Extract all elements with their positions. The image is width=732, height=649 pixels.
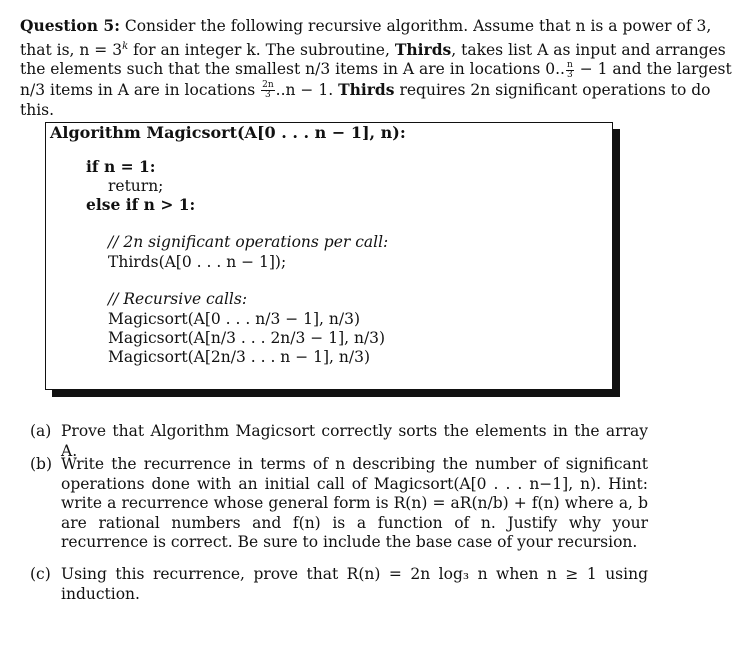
intro-text-1: Consider the following recursive algorithm. Assume that n is a power of 3, xyxy=(124,17,712,35)
frac-den-2: 3 xyxy=(265,90,271,101)
else-line: else if n > 1: xyxy=(86,195,196,214)
frac-num: n xyxy=(566,59,573,70)
intro-text-2a: that is, n = 3 xyxy=(20,40,123,59)
intro-line-2 xyxy=(20,37,726,61)
fraction-n-over-3 xyxy=(566,61,574,80)
intro-line-3 xyxy=(20,59,732,80)
thirds-bold-1: Thirds xyxy=(394,39,452,59)
intro-sup-k: k xyxy=(122,40,129,52)
recursive-call-3: Magicsort(A[2n/3 . . . n − 1], n/3) xyxy=(108,348,371,366)
comment-operations: // 2n significant operations per call: xyxy=(108,233,389,251)
intro-text-3b: − 1 and the largest xyxy=(579,60,732,79)
if-line: if n = 1: xyxy=(86,157,156,176)
intro-line-4 xyxy=(20,79,711,101)
frac-den: 3 xyxy=(567,69,573,80)
algorithm-box xyxy=(45,122,613,390)
intro-line-1 xyxy=(20,16,712,37)
intro-text-3a: the elements such that the smallest n/3 items in A are in locations 0.. xyxy=(20,60,565,79)
recursive-call-1: Magicsort(A[0 . . . n/3 − 1], n/3) xyxy=(108,310,361,328)
return-line: return; xyxy=(108,177,164,195)
frac-num-2: 2n xyxy=(262,80,274,91)
question-intro xyxy=(20,16,732,120)
comment-recursive: // Recursive calls: xyxy=(108,290,248,308)
intro-text-2b: for an integer k. The subroutine, xyxy=(133,40,390,59)
intro-text-2c: , takes list A as input and arranges xyxy=(451,40,726,59)
thirds-bold-2: Thirds xyxy=(338,79,395,99)
part-a-label: (a) xyxy=(30,422,52,440)
intro-text-4a: n/3 items in A are in locations xyxy=(20,80,256,99)
part-c-text: Using this recurrence, prove that R(n) = 2n log₃ n when n ≥ 1 using induction. xyxy=(61,565,648,603)
part-b xyxy=(30,455,648,553)
intro-line-5: this. xyxy=(20,100,55,119)
part-b-label: (b) xyxy=(30,455,53,473)
part-a-text: Prove that Algorithm Magicsort correctly sorts the elements in the array A. xyxy=(61,422,648,460)
question-label: Question 5: xyxy=(20,16,120,35)
part-b-text: Write the recurrence in terms of n describing the number of significant operations done with an initial call of Magicsort(A[0 . . . n−1], n). Hint: write a recurrence whose general form is R(n) = aR(n/b) + f(n) where a, b are rational numbers and f(n) is a function of n. Justify why your recurrence is correct. Be sure to include the base case of your recursion. xyxy=(61,455,648,552)
intro-text-4b: ..n − 1. xyxy=(275,80,334,99)
fraction-2n-over-3 xyxy=(261,81,275,100)
part-c xyxy=(30,565,648,604)
part-c-label: (c) xyxy=(30,565,51,583)
recursive-call-2: Magicsort(A[n/3 . . . 2n/3 − 1], n/3) xyxy=(108,329,386,347)
thirds-call: Thirds(A[0 . . . n − 1]); xyxy=(108,253,287,271)
intro-text-4c: requires 2n significant operations to do xyxy=(399,80,711,99)
algorithm-title: Algorithm Magicsort(A[0 . . . n − 1], n): xyxy=(50,123,406,142)
